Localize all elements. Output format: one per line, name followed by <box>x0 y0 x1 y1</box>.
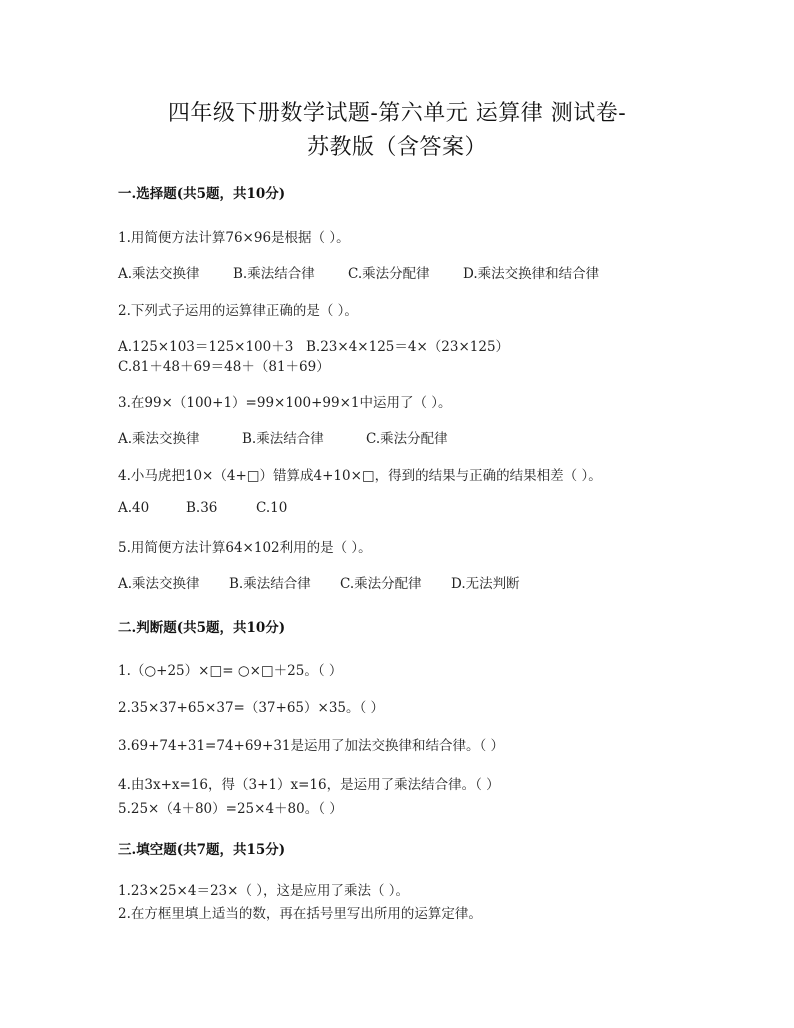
option: C.乘法分配律 <box>366 431 448 447</box>
option: D.乘法交换律和结合律 <box>463 266 600 282</box>
option: A.40 <box>118 500 150 516</box>
question-options <box>118 572 520 592</box>
judgement-question: 5.25×（4＋80）=25×4＋80。（ ） <box>118 801 343 817</box>
fill-in-question: 2.在方框里填上适当的数，再在括号里写出所用的运算定律。 <box>118 906 482 922</box>
question-stem: 3.在99×（100+1）=99×100+99×1中运用了（ ）。 <box>118 395 452 411</box>
question-options <box>118 500 287 516</box>
question-stem: 1.用简便方法计算76×96是根据（ ）。 <box>118 230 350 246</box>
option: C.10 <box>256 500 288 516</box>
question-stem: 2.下列式子运用的运算律正确的是（ ）。 <box>118 303 358 319</box>
option: B.23×4×125＝4×（23×125） <box>306 339 510 355</box>
question-options <box>118 427 448 447</box>
fill-in-question: 1.23×25×4＝23×（ ），这是应用了乘法（ ）。 <box>118 883 410 899</box>
question-options <box>118 335 509 355</box>
question-options <box>118 262 599 282</box>
option: B.乘法结合律 <box>242 431 324 447</box>
question-stem: 4.小马虎把10×（4+□）错算成4+10×□，得到的结果与正确的结果相差（ ）。 <box>118 468 602 484</box>
option: A.乘法交换律 <box>118 576 200 592</box>
option: D.无法判断 <box>451 576 520 592</box>
option: B.乘法结合律 <box>229 576 311 592</box>
option: B.乘法结合律 <box>233 266 315 282</box>
document-title-line-2: 苏教版（含答案） <box>306 135 487 160</box>
judgement-question: 1.（○+25）×□= ○×□＋25。（ ） <box>118 663 343 679</box>
document-title-line-1: 四年级下册数学试题-第六单元 运算律 测试卷- <box>167 101 627 126</box>
section-heading-judgement: 二.判断题(共5题，共10分) <box>118 620 286 636</box>
question-options <box>118 355 330 375</box>
question-stem: 5.用简便方法计算64×102利用的是（ ）。 <box>118 540 372 556</box>
judgement-question: 4.由3x+x=16，得（3+1）x=16，是运用了乘法结合律。（ ） <box>118 777 500 793</box>
section-heading-fill-in: 三.填空题(共7题，共15分) <box>118 842 286 858</box>
option: A.125×103＝125×100＋3 <box>118 339 294 355</box>
option: C.81＋48＋69＝48＋（81＋69） <box>118 359 330 375</box>
option: B.36 <box>186 500 218 516</box>
judgement-question: 2.35×37+65×37=（37+65）×35。（ ） <box>118 700 385 716</box>
option: C.乘法分配律 <box>348 266 430 282</box>
option: A.乘法交换律 <box>118 431 200 447</box>
judgement-question: 3.69+74+31=74+69+31是运用了加法交换律和结合律。（ ） <box>118 738 505 754</box>
option: C.乘法分配律 <box>340 576 422 592</box>
section-heading-choice: 一.选择题(共5题，共10分) <box>118 186 286 202</box>
option: A.乘法交换律 <box>118 266 200 282</box>
